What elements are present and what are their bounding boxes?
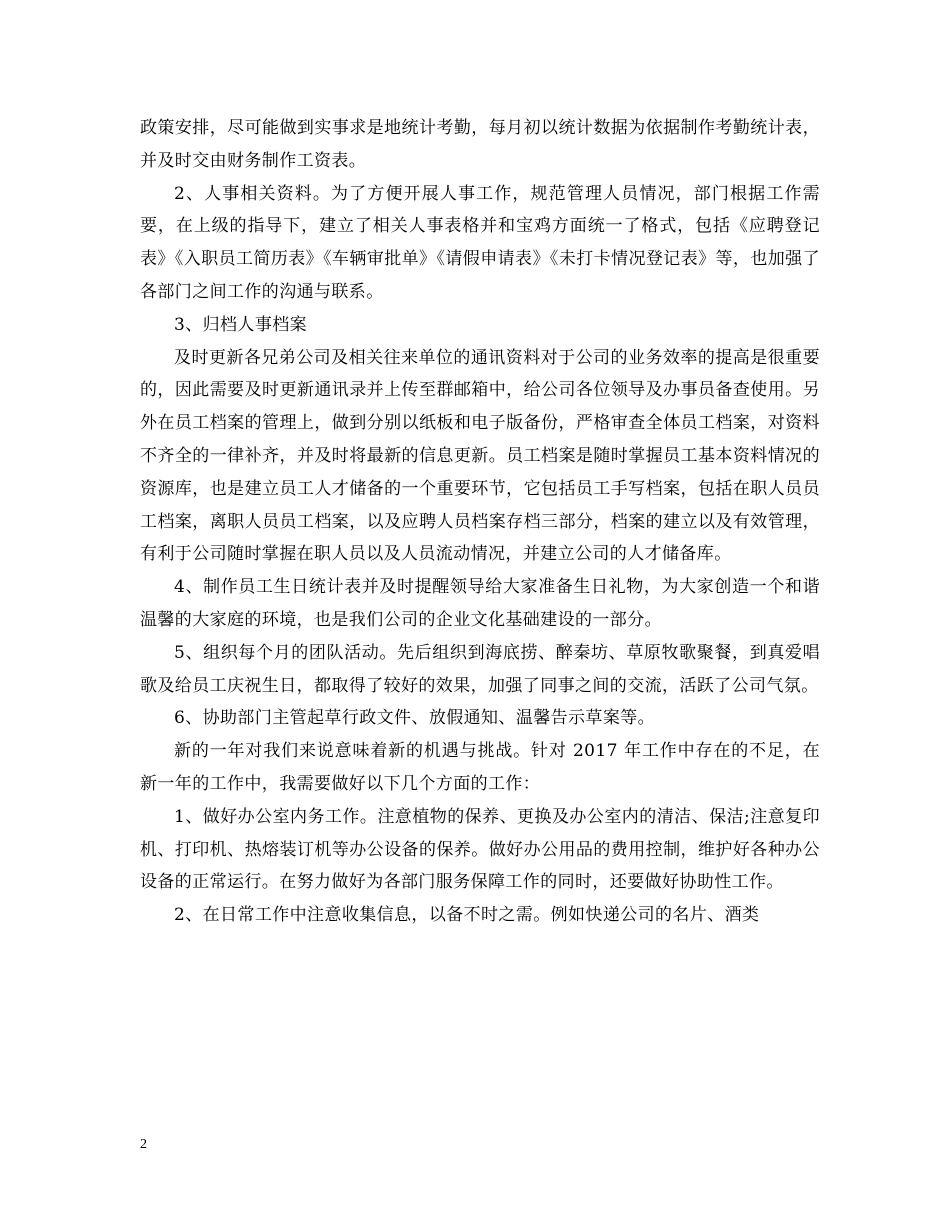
paragraph: 5、组织每个月的团队活动。先后组织到海底捞、醉秦坊、草原牧歌聚餐，到真爱唱歌及给员工庆祝生日，都取得了较好的效果，加强了同事之间的交流，活跃了公司气氛。 bbox=[140, 642, 820, 696]
paragraph: 2、人事相关资料。为了方便开展人事工作，规范管理人员情况，部门根据工作需要，在上级的指导下，建立了相关人事表格并和宝鸡方面统一了格式，包括《应聘登记表》《入职员工简历表》《车辆审批单》《请假申请表》《未打卡情况登记表》等，也加强了各部门之间工作的沟通与联系。 bbox=[140, 183, 820, 302]
paragraph: 1、做好办公室内务工作。注意植物的保养、更换及办公室内的清洁、保洁;注意复印机、打印机、热熔装订机等办公设备的保养。做好办公用品的费用控制，维护好各种办公设备的正常运行。在努力做好为各部门服务保障工作的同时，还要做好协助性工作。 bbox=[140, 806, 820, 893]
paragraph: 6、协助部门主管起草行政文件、放假通知、温馨告示草案等。 bbox=[174, 708, 656, 729]
document-body bbox=[140, 112, 820, 932]
paragraph: 2、在日常工作中注意收集信息，以备不时之需。例如快递公司的名片、酒类 bbox=[174, 905, 760, 926]
paragraph: 及时更新各兄弟公司及相关往来单位的通讯资料对于公司的业务效率的提高是很重要的，因此需要及时更新通讯录并上传至群邮箱中，给公司各位领导及办事员备查使用。另外在员工档案的管理上，做到分别以纸板和电子版备份，严格审查全体员工档案，对资料不齐全的一律补齐，并及时将最新的信息更新。员工档案是随时掌握员工基本资料情况的资源库，也是建立员工人才储备的一个重要环节，它包括员工手写档案，包括在职人员员工档案，离职人员员工档案，以及应聘人员档案存档三部分，档案的建立以及有效管理，有利于公司随时掌握在职人员以及人员流动情况，并建立公司的人才储备库。 bbox=[140, 347, 820, 565]
paragraph: 政策安排，尽可能做到实事求是地统计考勤，每月初以统计数据为依据制作考勤统计表，并及时交由财务制作工资表。 bbox=[140, 118, 820, 171]
section-heading: 3、归档人事档案 bbox=[174, 314, 308, 335]
paragraph: 新的一年对我们来说意味着新的机遇与挑战。针对 2017 年工作中存在的不足，在新一年的工作中，我需要做好以下几个方面的工作： bbox=[140, 741, 820, 794]
page-number: 2 bbox=[140, 1137, 147, 1152]
paragraph: 4、制作员工生日统计表并及时提醒领导给大家准备生日礼物，为大家创造一个和谐温馨的大家庭的环境，也是我们公司的企业文化基础建设的一部分。 bbox=[140, 577, 820, 630]
